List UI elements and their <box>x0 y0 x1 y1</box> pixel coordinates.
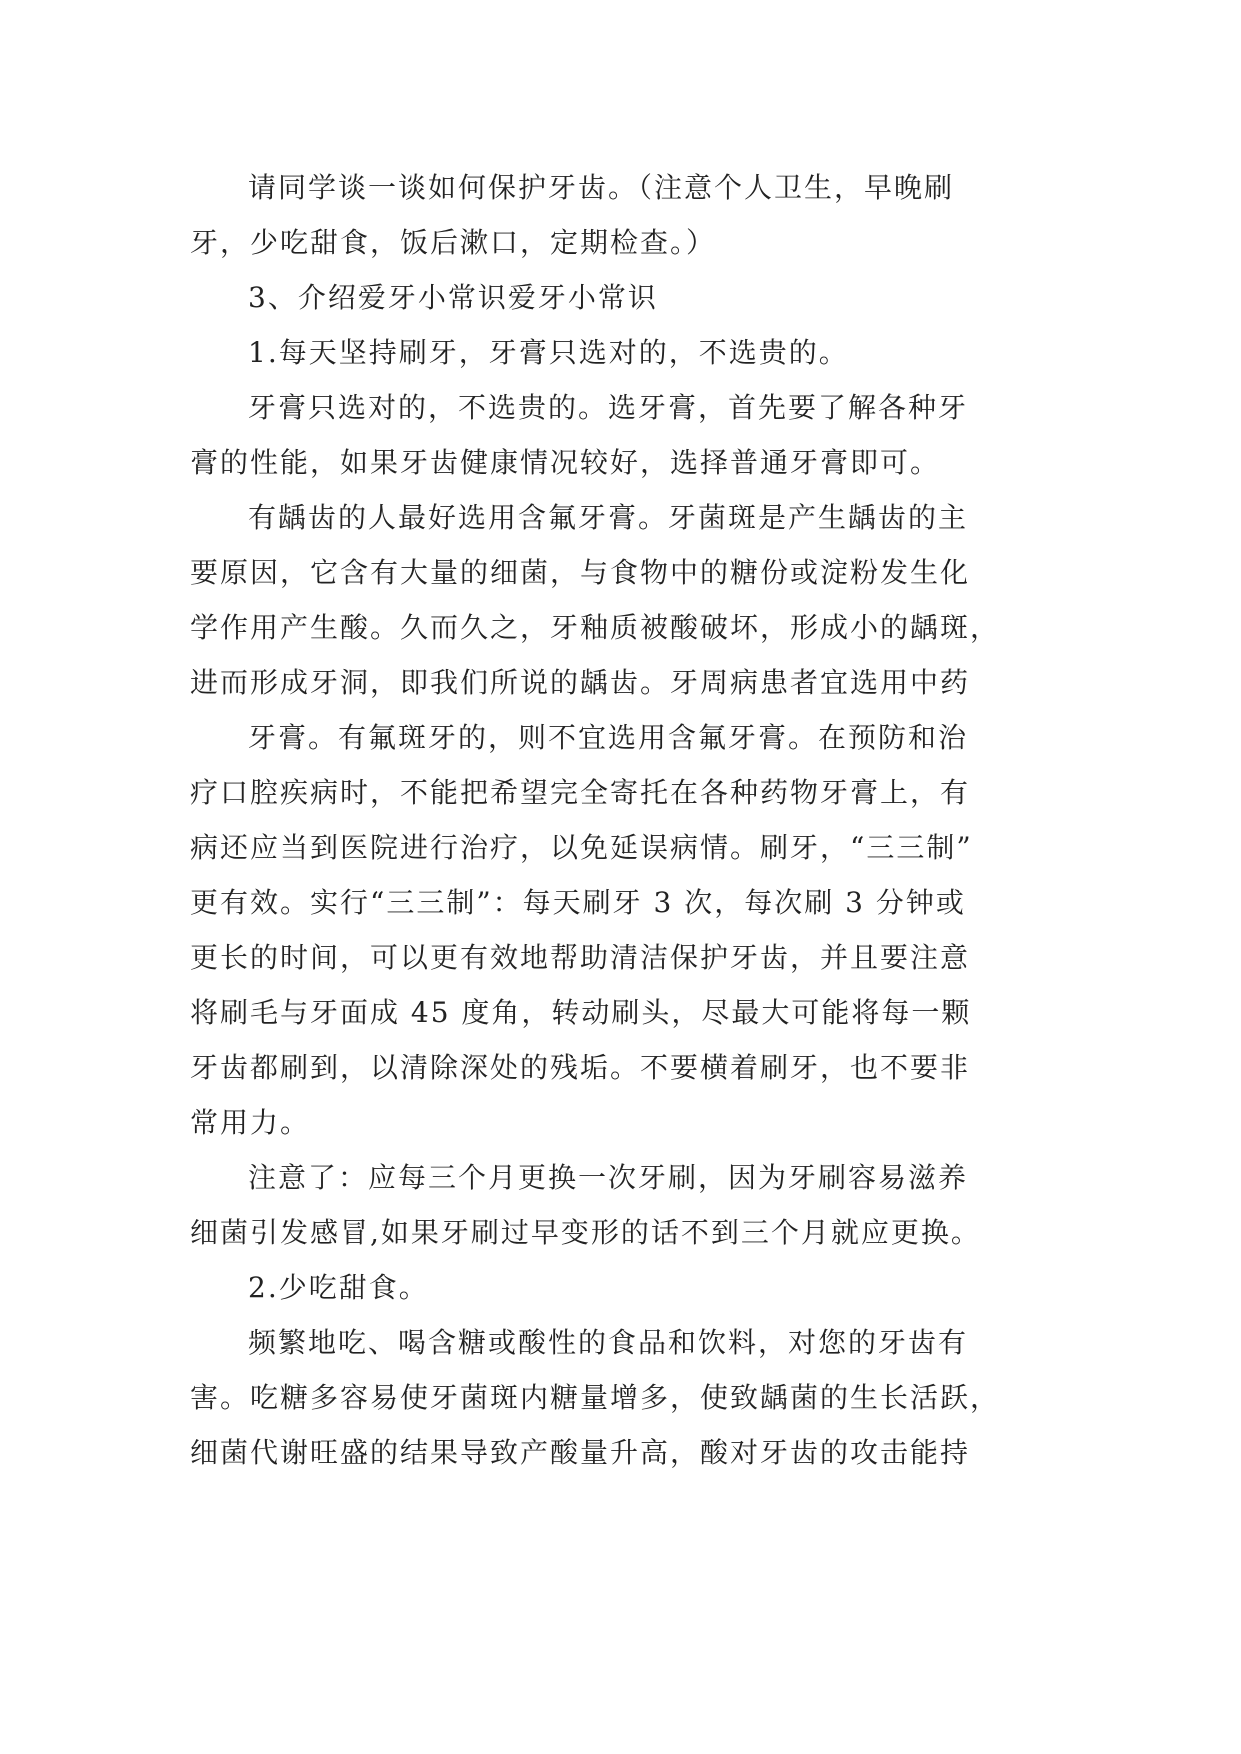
text-line: 学作用产生酸。久而久之，牙釉质被酸破坏，形成小的龋斑， <box>190 611 1001 644</box>
text-line: 膏的性能，如果牙齿健康情况较好，选择普通牙膏即可。 <box>190 446 941 479</box>
text-line: 疗口腔疾病时，不能把希望完全寄托在各种药物牙膏上，有 <box>190 776 971 809</box>
heading-brush-daily <box>190 325 1050 380</box>
paragraph-cavities <box>190 490 1050 710</box>
text-line: 进而形成牙洞，即我们所说的龋齿。牙周病患者宜选用中药 <box>190 666 971 699</box>
text-line: 害。吃糖多容易使牙菌斑内糖量增多，使致龋菌的生长活跃， <box>190 1381 1001 1414</box>
text-line: 频繁地吃、喝含糖或酸性的食品和饮料，对您的牙齿有 <box>248 1326 969 1359</box>
text-line: 病还应当到医院进行治疗，以免延误病情。刷牙，“三三制” <box>190 831 973 864</box>
text-line: 1.每天坚持刷牙，牙膏只选对的，不选贵的。 <box>248 336 849 369</box>
paragraph-choose-toothpaste <box>190 380 1050 490</box>
heading-tooth-care-tips <box>190 270 1050 325</box>
paragraph-brushing-method <box>190 710 1050 1150</box>
document-body <box>190 160 1050 1480</box>
text-line: 更有效。实行“三三制”：每天刷牙 3 次，每次刷 3 分钟或 <box>190 886 966 919</box>
text-line: 将刷毛与牙面成 45 度角，转动刷头，尽最大可能将每一颗 <box>190 996 972 1029</box>
text-line: 牙膏。有氟斑牙的，则不宜选用含氟牙膏。在预防和治 <box>248 721 969 754</box>
text-line: 注意了：应每三个月更换一次牙刷，因为牙刷容易滋养 <box>248 1161 969 1194</box>
text-line: 牙膏只选对的，不选贵的。选牙膏，首先要了解各种牙 <box>248 391 969 424</box>
text-line: 细菌引发感冒,如果牙刷过早变形的话不到三个月就应更换。 <box>190 1216 981 1249</box>
text-line: 要原因，它含有大量的细菌，与食物中的糖份或淀粉发生化 <box>190 556 971 589</box>
text-line: 2.少吃甜食。 <box>248 1271 429 1304</box>
text-line: 常用力。 <box>190 1106 311 1139</box>
text-line: 有龋齿的人最好选用含氟牙膏。牙菌斑是产生龋齿的主 <box>248 501 969 534</box>
paragraph-protect-teeth <box>190 160 1050 270</box>
text-line: 更长的时间，可以更有效地帮助清洁保护牙齿，并且要注意 <box>190 941 971 974</box>
text-line: 3、介绍爱牙小常识爱牙小常识 <box>248 281 658 314</box>
text-line: 牙齿都刷到，以清除深处的残垢。不要横着刷牙，也不要非 <box>190 1051 971 1084</box>
paragraph-sugar-acid <box>190 1315 1050 1480</box>
paragraph-replace-toothbrush <box>190 1150 1050 1260</box>
text-line: 请同学谈一谈如何保护牙齿。（注意个人卫生，早晚刷 <box>248 171 955 204</box>
text-line: 细菌代谢旺盛的结果导致产酸量升高，酸对牙齿的攻击能持 <box>190 1436 971 1469</box>
heading-less-sweets <box>190 1260 1050 1315</box>
text-line: 牙，少吃甜食，饭后漱口，定期检查。） <box>190 226 717 259</box>
